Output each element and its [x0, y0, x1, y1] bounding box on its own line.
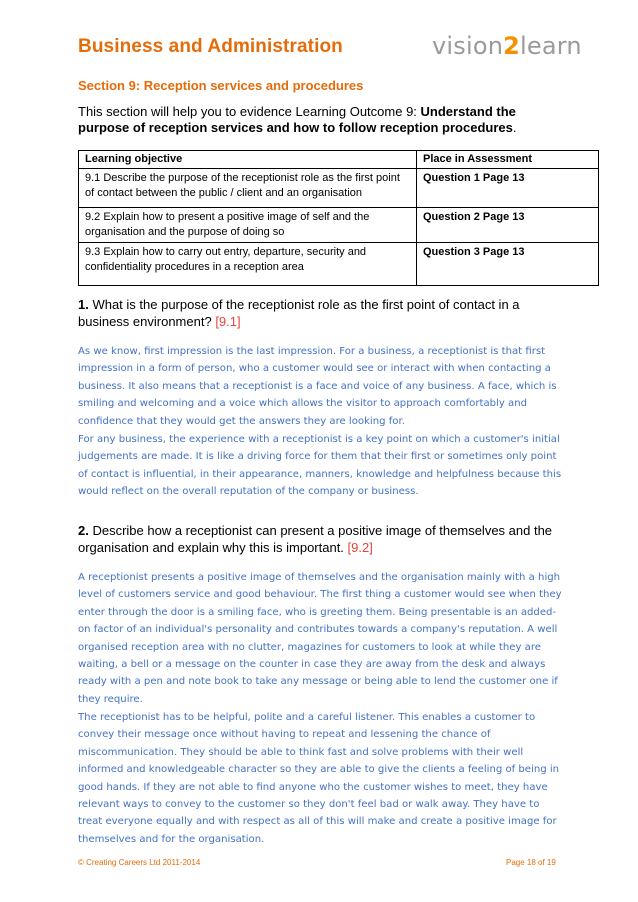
location-cell: Question 1 Page 13 — [417, 169, 599, 208]
location-cell: Question 3 Page 13 — [417, 243, 599, 286]
section-title: Section 9: Reception services and procedures — [78, 78, 364, 93]
table-row — [79, 243, 599, 286]
section-intro — [78, 104, 548, 136]
objective-cell: 9.2 Explain how to present a positive image of self and the organisation and the purpose of doing so — [79, 208, 417, 243]
intro-end: . — [512, 120, 517, 135]
column-header-objective: Learning objective — [79, 151, 417, 169]
objective-cell: 9.1 Describe the purpose of the receptionist role as the first point of contact between the public / client and an organisation — [79, 169, 417, 208]
question-ref: [9.1] — [215, 314, 241, 329]
footer-copyright: © Creating Careers Ltd 2011-2014 — [78, 858, 201, 867]
location-cell: Question 2 Page 13 — [417, 208, 599, 243]
intro-text: This section will help you to evidence Learning Outcome 9: — [78, 104, 421, 119]
table-row — [79, 169, 599, 208]
intro-bold: Understand the purpose of reception services and how to follow reception procedures — [78, 104, 516, 135]
question-number: 2. — [78, 523, 89, 538]
objective-cell: 9.3 Explain how to carry out entry, departure, security and confidentiality procedures in a reception area — [79, 243, 417, 286]
answer-paragraph: The receptionist has to be helpful, polite and a careful listener. This enables a customer to convey their message once without having to repeat and lessening the chance of miscommunication. They should be able to think fast and solve problems with their well informed and knowledgeable character so they are able to give the clients a feeling of being in good hands. If they are not able to find anyone who the customer wishes to meet, they have relevant ways to convey to the customer so they don't feel bad or walk away. They have to treat everyone equally and with respect as all of this will make and create a positive image for themselves and for the organisation. — [78, 712, 560, 845]
logo-text-vision: vision — [432, 32, 504, 60]
answer-paragraph: For any business, the experience with a receptionist is a key point on which a customer's initial judgements are made. It is like a driving force for them that their first or sometimes only point of contact is influential, in their appearance, manners, knowledge and helpfulness because this would reflect on the overall reputation of the company or business. — [78, 434, 562, 498]
table-header-row — [79, 151, 599, 169]
column-header-place: Place in Assessment — [417, 151, 599, 169]
question-2 — [78, 522, 558, 556]
question-ref: [9.2] — [347, 540, 373, 555]
question-1 — [78, 296, 558, 330]
question-text: Describe how a receptionist can present a positive image of themselves and the organisation and explain why this is important. — [78, 523, 553, 555]
table-row — [79, 208, 599, 243]
logo-text-learn: learn — [520, 32, 582, 60]
header-title: Business and Administration — [78, 36, 343, 57]
question-number: 1. — [78, 297, 89, 312]
logo-text-2: 2 — [503, 32, 521, 60]
answer-paragraph: A receptionist presents a positive image of themselves and the organisation mainly with a high level of customers service and good behaviour. The first thing a customer would see when they enter through the door is a smiling face, who is greeting them. Being presentable is an added-on factor of an individual's personality and contributes towards a company's reputation. A well organised reception area with no clutter, magazines for customers to look at while they are waiting, a bell or a message on the counter in case they are away from the desk and always ready with a pen and note book to take any message or being able to lend the customer one if they require. — [78, 572, 562, 705]
answer-paragraph: As we know, first impression is the last impression. For a business, a receptionist is that first impression in a form of person, who a customer would see or interact with when contacting a business. It also means that a receptionist is a face and voice of any business. A face, which is smiling and welcoming and a voice which allows the visitor to approach comfortably and confidence that they would get the answers they are looking for. — [78, 346, 557, 427]
vision2learn-logo — [432, 32, 582, 60]
footer-page-number: Page 18 of 19 — [506, 858, 556, 867]
learning-objectives-table — [78, 150, 599, 286]
question-text: What is the purpose of the receptionist role as the first point of contact in a business environment? — [78, 297, 520, 329]
